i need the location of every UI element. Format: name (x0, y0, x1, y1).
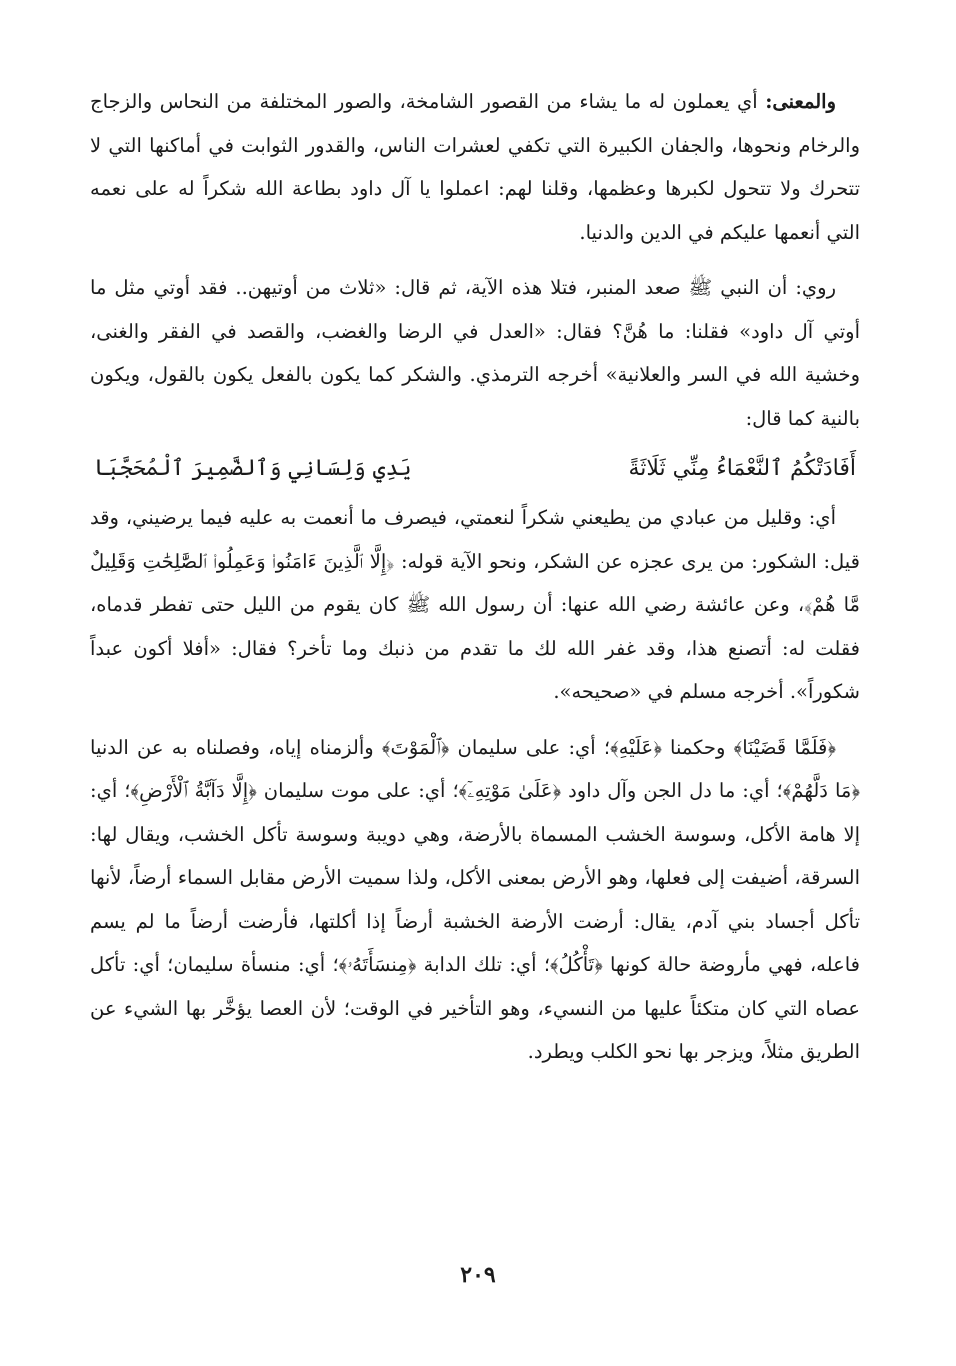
paragraph-hadith: روي: أن النبي ﷺ صعد المنبر، فتلا هذه الآية، ثم قال: «ثلاث من أوتيهن.. فقد أوتي مثل ما أوتي آل داود» فقلنا: ما هُنَّ؟ فقال: «العدل في الرضا والغضب، والقصد في الفقر والغنى، وخشية الله في السر والعلانية» أخرجه الترمذي. والشكر كما يكون بالفعل يكون بالقول، ويكون بالنية كما قال: (90, 276, 860, 430)
meaning-text: أي يعملون له ما يشاء من القصور الشامخة، والصور المختلفة من النحاس والزجاج والرخام ونحوها، والجفان الكبيرة التي تكفي لعشرات الناس، والقدور الثوابت في أماكنها التي لا تتحرك ولا تتحول لكبرها وعظمها، وقلنا لهم: اعملوا يا آل داود بطاعة الله شكراً له على نعمه التي أنعمها عليكم في الدين والدنيا. (90, 90, 860, 244)
poem-hemistich-second: يَدِي وَلِسَانِي وَٱلضَّمِيرَ ٱلْمُحَجَّبَا (94, 456, 412, 481)
paragraph-tafsir: ﴿فَلَمَّا قَضَيْنَا﴾ وحكمنا ﴿عَلَيْهِ﴾؛ أي: على سليمان ﴿ٱلْمَوْتَ﴾ وألزمناه إياه، وفصلناه به عن الدنيا ﴿مَا دَلَّهُمْ﴾؛ أي: ما دل الجن وآل داود ﴿عَلَىٰ مَوْتِهِۦٓ﴾؛ أي: على موت سليمان ﴿إِلَّا دَآبَّةُ ٱلْأَرْضِ﴾؛ أي: إلا هامة الأكل، وسوسة الخشب المسماة بالأرضة، وهي دويبة وسوسة تأكل الخشب، ويقال لها: السرقة، أضيفت إلى فعلها، وهو الأرض بمعنى الأكل، ولذا سميت الأرض مقابل السماء أرضاً، لأنها تأكل أجساد بني آدم، يقال: أرضت الأرضة الخشبة أرضاً إذا أكلتها، فأرضت أرضاً ما لم يسم فاعله، فهي مأروضة حالة كونها ﴿تَأْكُلُ﴾؛ أي: تلك الدابة ﴿مِنسَأَتَهُۥ﴾؛ أي: منسأة سليمان؛ أي: تأكل عصاه التي كان متكئاً عليها من النسيء، وهو التأخير في الوقت؛ لأن العصا يؤخَّر بها الشيء عن الطريق مثلاً، ويزجر بها نحو الكلب ويطرد. (90, 735, 860, 1063)
page-number: ٢٠٩ (460, 1262, 496, 1288)
poem-hemistich-first: أَفَادَتْكُمُ ٱلنَّعْمَاءُ مِنِّي ثَلَاثَةً (628, 456, 856, 481)
paragraph-explanation: أي: وقليل من عبادي من يطيعني شكراً لنعمتي، فيصرف ما أنعمت به عليه فيما يرضيني، وقد قيل: الشكور: من يرى عجزه عن الشكر، ونحو الآية قوله: ﴿إِلَّا ٱلَّذِينَ ءَامَنُوا۟ وَعَمِلُوا۟ ٱلصَّٰلِحَٰتِ وَقَلِيلٌ مَّا هُمْ﴾، وعن عائشة رضي الله عنها: أن رسول الله ﷺ كان يقوم من الليل حتى تفطر قدماه، فقلت له: أتصنع هذا، وقد غفر الله لك ما تقدم من ذنبك وما تأخر؟ فقال: «أفلا أكون عبداً شكوراً». أخرجه مسلم في «صحيحه». (90, 506, 860, 703)
page-body (90, 80, 860, 1074)
paragraph-meaning (90, 80, 860, 254)
poem-verse (90, 446, 860, 492)
meaning-lead: والمعنى: (765, 90, 836, 113)
